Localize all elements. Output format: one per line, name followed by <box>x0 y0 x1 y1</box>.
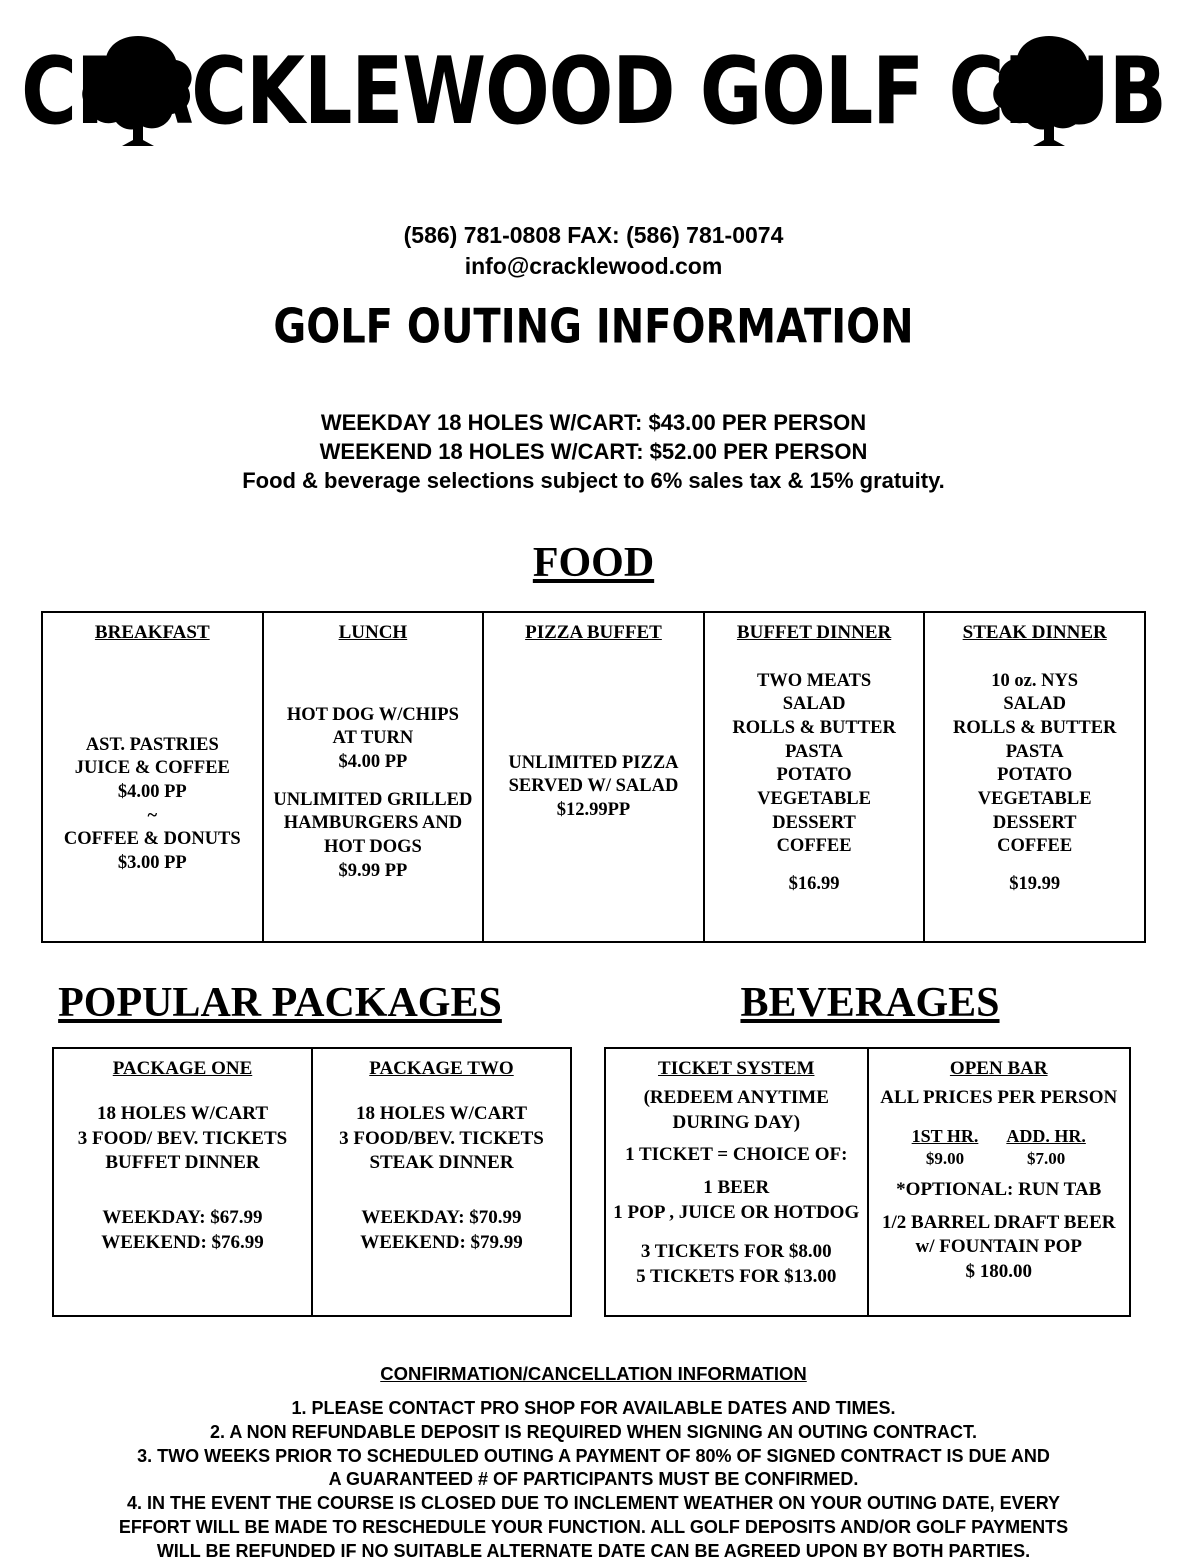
line: ALL PRICES PER PERSON <box>880 1086 1118 1108</box>
weekend-price: WEEKEND: $76.99 <box>101 1231 264 1253</box>
line: VEGETABLE <box>757 788 871 809</box>
food-cell-title: BUFFET DINNER <box>736 622 892 644</box>
beverages-table <box>604 1047 1131 1317</box>
line: ROLLS & BUTTER <box>952 717 1117 738</box>
line: COFFEE <box>776 836 852 857</box>
weekday-rate: WEEKDAY 18 HOLES W/CART: $43.00 PER PERSON <box>320 410 867 436</box>
list-item: 4. IN THE EVENT THE COURSE IS CLOSED DUE TO INCLEMENT WEATHER ON YOUR OUTING DATE, EVERY <box>126 1493 1061 1514</box>
spacer <box>873 1111 1126 1119</box>
line: UNLIMITED GRILLED <box>273 789 473 810</box>
line: STEAK DINNER <box>369 1152 514 1174</box>
food-cell-pizza-buffet <box>483 612 704 942</box>
spacer <box>317 1176 566 1191</box>
line: 18 HOLES W/CART <box>96 1102 269 1124</box>
table-row <box>605 1048 1130 1316</box>
page-header <box>0 18 1187 168</box>
line: COFFEE <box>997 836 1073 857</box>
club-title: CRACKLEWOOD GOLF CLUB <box>21 36 1166 145</box>
tax-gratuity-note: Food & beverage selections subject to 6% sales tax & 15% gratuity. <box>242 468 945 494</box>
first-hour-rate <box>912 1125 979 1170</box>
line: 1/2 BARREL DRAFT BEER <box>881 1211 1116 1233</box>
spacer <box>873 1203 1126 1211</box>
additional-hour-rate <box>1006 1125 1086 1170</box>
weekday-price: WEEKDAY: $70.99 <box>361 1206 522 1228</box>
confirmation-list <box>0 1397 1187 1563</box>
line: (REDEEM ANYTIME <box>643 1086 829 1108</box>
line: PASTA <box>785 741 844 762</box>
price: $16.99 <box>788 873 840 894</box>
packages-section-heading: POPULAR PACKAGES <box>58 980 502 1027</box>
rates-block <box>0 408 1187 495</box>
line: HAMBURGERS AND <box>283 813 463 834</box>
line: w/ FOUNTAIN POP <box>915 1236 1082 1258</box>
line: 3 FOOD/ BEV. TICKETS <box>77 1127 288 1149</box>
line: $4.00 PP <box>338 751 408 772</box>
line: HOT DOG W/CHIPS <box>286 704 459 725</box>
line: JUICE & COFFEE <box>74 758 230 779</box>
phone-fax: (586) 781-0808 FAX: (586) 781-0074 <box>403 222 784 248</box>
package-one-cell <box>53 1048 312 1316</box>
spacer <box>610 1225 863 1240</box>
package-title: PACKAGE ONE <box>112 1058 253 1080</box>
line: TWO MEATS <box>756 670 872 691</box>
open-bar-rates <box>873 1125 1126 1170</box>
line: $3.00 PP <box>117 852 187 873</box>
line: SERVED W/ SALAD <box>508 776 679 797</box>
list-item: 2. A NON REFUNDABLE DEPOSIT IS REQUIRED WHEN SIGNING AN OUTING CONTRACT. <box>209 1421 978 1442</box>
package-two-cell <box>312 1048 571 1316</box>
spacer <box>58 1176 307 1191</box>
line: VEGETABLE <box>977 788 1092 809</box>
line: DESSERT <box>992 812 1077 833</box>
barrel-price: $ 180.00 <box>965 1261 1032 1283</box>
weekend-rate: WEEKEND 18 HOLES W/CART: $52.00 PER PERSON <box>319 439 868 465</box>
line: DURING DAY) <box>672 1111 801 1133</box>
spacer <box>317 1086 566 1094</box>
line: $9.99 PP <box>338 860 408 881</box>
food-cell-breakfast <box>42 612 263 942</box>
spacer <box>268 775 479 789</box>
ticket-bundle: 3 TICKETS FOR $8.00 <box>640 1241 832 1263</box>
line: DESSERT <box>772 812 856 833</box>
spacer <box>317 1094 566 1102</box>
ticket-bundle: 5 TICKETS FOR $13.00 <box>636 1266 837 1287</box>
food-cell-buffet-dinner <box>704 612 925 942</box>
spacer <box>58 1086 307 1094</box>
additional-hour-price: $7.00 <box>1026 1148 1066 1168</box>
open-bar-title: OPEN BAR <box>949 1058 1048 1080</box>
food-table <box>41 611 1146 943</box>
spacer <box>709 859 920 873</box>
line: SALAD <box>1003 694 1067 715</box>
first-hour-label: 1ST HR. <box>911 1125 979 1146</box>
packages-table <box>52 1047 572 1317</box>
line: 3 FOOD/BEV. TICKETS <box>339 1127 544 1149</box>
email-address: info@cracklewood.com <box>464 253 723 280</box>
table-row <box>42 612 1145 942</box>
choice-item: 1 POP , JUICE OR HOTDOG <box>613 1201 860 1223</box>
line: POTATO <box>997 765 1073 786</box>
food-cell-body <box>929 652 1140 897</box>
line: ROLLS & BUTTER <box>732 717 896 738</box>
food-cell-title: PIZZA BUFFET <box>525 622 662 644</box>
mid-tables <box>0 1047 1187 1317</box>
list-item: 1. PLEASE CONTACT PRO SHOP FOR AVAILABLE DATES AND TIMES. <box>291 1398 896 1419</box>
line: 10 oz. NYS <box>991 670 1079 691</box>
food-section-heading: FOOD <box>532 540 655 587</box>
line: AT TURN <box>332 728 414 749</box>
beverages-section-heading: BEVERAGES <box>740 980 1000 1027</box>
spacer <box>929 859 1140 873</box>
weekday-price: WEEKDAY: $67.99 <box>102 1206 263 1228</box>
list-item: EFFORT WILL BE MADE TO RESCHEDULE YOUR FUNCTION. ALL GOLF DEPOSITS AND/OR GOLF PAYMENTS <box>118 1516 1069 1537</box>
line: HOT DOGS <box>323 836 422 857</box>
food-cell-lunch <box>263 612 484 942</box>
contact-info <box>0 220 1187 282</box>
flyer-page <box>0 18 1187 1561</box>
open-bar-cell <box>868 1048 1131 1316</box>
list-item: 3. TWO WEEKS PRIOR TO SCHEDULED OUTING A PAYMENT OF 80% OF SIGNED CONTRACT IS DUE AND <box>137 1445 1050 1466</box>
spacer <box>58 1094 307 1102</box>
package-title: PACKAGE TWO <box>369 1058 514 1080</box>
weekend-price: WEEKEND: $79.99 <box>360 1231 523 1253</box>
food-cell-title: LUNCH <box>338 622 408 644</box>
food-cell-title: STEAK DINNER <box>962 622 1107 644</box>
ticket-system-cell <box>605 1048 868 1316</box>
food-cell-body <box>47 652 258 876</box>
food-cell-body <box>268 652 479 884</box>
choice-header: 1 TICKET = CHOICE OF: <box>625 1144 848 1166</box>
spacer <box>610 1135 863 1143</box>
price: $19.99 <box>1009 873 1061 894</box>
food-cell-steak-dinner <box>924 612 1145 942</box>
list-item: WILL BE REFUNDED IF NO SUITABLE ALTERNATE DATE CAN BE AGREED UPON BY BOTH PARTIES. <box>156 1540 1031 1561</box>
list-item: A GUARANTEED # OF PARTICIPANTS MUST BE CONFIRMED. <box>328 1469 859 1490</box>
optional-run-tab: *OPTIONAL: RUN TAB <box>896 1179 1102 1201</box>
line: PASTA <box>1005 741 1064 762</box>
food-cell-body <box>709 652 920 897</box>
spacer <box>873 1170 1126 1178</box>
line: AST. PASTRIES <box>85 734 219 755</box>
page-title: GOLF OUTING INFORMATION <box>273 299 914 355</box>
line: COFFEE & DONUTS <box>63 829 241 850</box>
food-cell-body <box>488 652 699 823</box>
line: $4.00 PP <box>117 781 187 802</box>
spacer <box>317 1191 566 1206</box>
first-hour-price: $9.00 <box>925 1148 965 1168</box>
line: $12.99PP <box>556 799 631 820</box>
line: ~ <box>147 805 158 826</box>
spacer <box>58 1191 307 1206</box>
line: SALAD <box>782 694 846 715</box>
food-cell-title: BREAKFAST <box>94 622 210 644</box>
choice-item: 1 BEER <box>703 1176 770 1198</box>
line: UNLIMITED PIZZA <box>508 752 679 773</box>
line: 18 HOLES W/CART <box>355 1102 528 1124</box>
mid-section-headings <box>0 979 1187 1027</box>
table-row <box>53 1048 571 1316</box>
line: POTATO <box>776 765 852 786</box>
confirmation-heading: CONFIRMATION/CANCELLATION INFORMATION <box>380 1363 807 1385</box>
line: BUFFET DINNER <box>105 1152 260 1174</box>
ticket-system-title: TICKET SYSTEM <box>658 1058 815 1080</box>
spacer <box>610 1168 863 1176</box>
additional-hour-label: ADD. HR. <box>1006 1125 1086 1146</box>
